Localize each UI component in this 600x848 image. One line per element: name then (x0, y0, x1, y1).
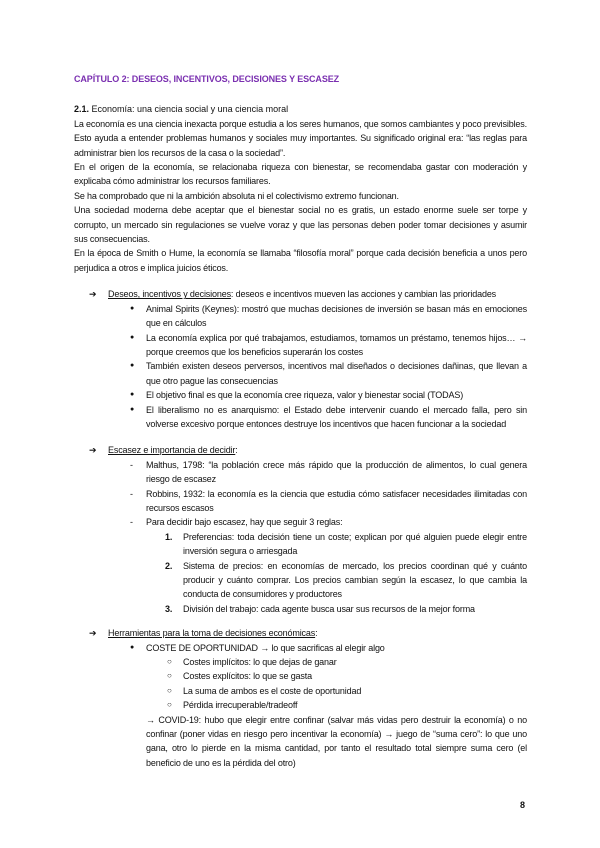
topic-escasez (74, 443, 527, 457)
topic-heading: Deseos, incentivos y decisiones (108, 289, 231, 300)
arrow-right-icon: ➔ (89, 628, 97, 639)
list-item-text: La economía explica por qué trabajamos, estudiamos, tomamos un préstamo, tenemos hijos… → porque creemos que los beneficios superarán los costes (146, 332, 527, 357)
sub-item (74, 684, 527, 698)
topic-text: : (235, 445, 238, 456)
intro-paragraph: En el origen de la economía, se relacionaba riqueza con bienestar, se recomendaba gastar con moderación y explicaba cómo administrar los recursos familiares. (74, 162, 527, 187)
sub-item (74, 698, 527, 712)
rule-number: 2. (165, 560, 173, 571)
circle-bullet-icon: ○ (167, 657, 172, 667)
bullet-icon: ● (130, 362, 135, 370)
sub-item-text: Costes implícitos: lo que dejas de ganar (183, 657, 337, 668)
rule-text: Preferencias: toda decisión tiene un coste; explican por qué alguien puede elegir entre inversión segura o arriesgada (183, 531, 527, 557)
topic-herramientas (74, 626, 527, 640)
spacer (74, 431, 527, 443)
dash-list (74, 458, 527, 530)
rule-number: 1. (165, 531, 173, 542)
chapter-title: CAPÍTULO 2: DESEOS, INCENTIVOS, DECISIONES Y ESCASEZ (74, 74, 340, 84)
list-item (74, 641, 527, 655)
list-item-text: El liberalismo no es anarquismo: el Estado debe intervenir cuando el mercado falla, pero sin volverse excesivo porque entonces destruye los incentivos que hacen funcionar a la sociedad (146, 404, 527, 429)
rule-item (74, 602, 527, 616)
bullet-list (74, 641, 527, 655)
topic-deseos (74, 287, 527, 301)
list-item-text: Animal Spirits (Keynes): mostró que muchas decisiones de inversión se basan más en emociones que en cálculos (146, 303, 527, 329)
list-item (74, 487, 527, 516)
list-item (74, 388, 527, 402)
section-number: 2.1. (74, 104, 90, 115)
list-item-text: Malthus, 1798: “la población crece más rápido que la producción de alimentos, lo cual genera riesgo de escasez (146, 459, 527, 485)
bullet-icon: ● (130, 391, 135, 399)
list-item (74, 403, 527, 432)
rule-text: Sistema de precios: en economías de mercado, los precios coordinan qué y cuánto producir y cuánto comprar. Los precios cambian según la escasez, lo que cambia la conducta de consumidores y productores (183, 560, 527, 600)
bullet-list (74, 302, 527, 432)
section-heading (74, 102, 527, 116)
bullet-icon: ● (130, 643, 135, 651)
topic-heading: Escasez e importancia de decidir (108, 445, 236, 456)
sub-item (74, 669, 527, 683)
sub-list (74, 655, 527, 713)
list-item-text: COSTE DE OPORTUNIDAD → lo que sacrificas al elegir algo (146, 642, 385, 653)
dash-icon: - (130, 488, 133, 499)
dash-icon: - (130, 459, 133, 470)
rules-list (74, 530, 527, 616)
covid-example: → COVID-19: hubo que elegir entre confinar (salvar más vidas pero destruir la economía) o no confinar (poner vidas en riesgo pero incentivar la economía) → juego de “suma cero”: lo que uno gana, otro lo pierde en la misma cantidad, por tanto el resultado total siempre suma cero (el beneficio de uno es la pérdida del otro) (146, 714, 527, 768)
sub-item (74, 655, 527, 669)
topic-text: : (315, 628, 318, 639)
spacer (74, 616, 527, 626)
list-item (74, 302, 527, 331)
arrow-right-icon: ➔ (89, 289, 97, 300)
list-item (74, 458, 527, 487)
section-title: Economía: una ciencia social y una ciencia moral (89, 104, 289, 115)
spacer (74, 275, 527, 287)
list-item-text: El objetivo final es que la economía cree riqueza, valor y bienestar social (TODAS) (146, 390, 464, 401)
list-item (74, 515, 527, 529)
bullet-icon: ● (130, 304, 135, 312)
intro-paragraph: Se ha comprobado que ni la ambición absoluta ni el colectivismo extremo funcionan. (74, 190, 399, 201)
topic-heading: Herramientas para la toma de decisiones económicas (108, 628, 316, 639)
sub-item-text: Pérdida irrecuperable/tradeoff (183, 700, 298, 711)
circle-bullet-icon: ○ (167, 700, 172, 710)
intro-paragraph: La economía es una ciencia inexacta porque estudia a los seres humanos, que somos cambiantes y poco previsibles. Esto ayuda a entender problemas humanos y sociales muy importantes. Su significado original era: “las reglas para administrar bien los recursos de la casa o la sociedad”. (74, 118, 527, 158)
bullet-icon: ● (130, 405, 135, 413)
sub-item-text: Costes explícitos: lo que se gasta (183, 671, 312, 682)
intro-paragraph: Una sociedad moderna debe aceptar que el bienestar social no es gratis, un estado enorme suele ser torpe y corrupto, un mercado sin regulaciones se vuelve voraz y que las personas deben poder tomar decisiones y asumir sus consecuencias. (74, 205, 527, 245)
arrow-right-icon: ➔ (89, 445, 97, 456)
list-item (74, 359, 527, 388)
rule-item (74, 530, 527, 559)
rule-number: 3. (165, 603, 173, 614)
topic-text: : deseos e incentivos mueven las acciones y cambian las prioridades (230, 289, 497, 300)
page-content (74, 72, 527, 770)
list-item-text: Robbins, 1932: la economía es la ciencia que estudia cómo satisfacer necesidades ilimitadas con recursos escasos (146, 488, 527, 513)
page-number: 8 (520, 800, 526, 810)
list-item (74, 331, 527, 360)
rule-text: División del trabajo: cada agente busca usar sus recursos de la mejor forma (183, 603, 475, 614)
intro-paragraph: En la época de Smith o Hume, la economía se llamaba “filosofía moral” porque cada decisión beneficia a unos pero perjudica a otros e implica juicios éticos. (74, 248, 527, 273)
circle-bullet-icon: ○ (167, 671, 172, 681)
rule-item (74, 559, 527, 602)
list-item-text: También existen deseos perversos, incentivos mal diseñados o decisiones dañinas, que llevan a que otro pague las consecuencias (146, 361, 527, 386)
circle-bullet-icon: ○ (167, 685, 172, 695)
list-item-text: Para decidir bajo escasez, hay que seguir 3 reglas: (146, 517, 343, 528)
dash-icon: - (130, 517, 133, 528)
bullet-icon: ● (130, 333, 135, 341)
sub-item-text: La suma de ambos es el coste de oportunidad (183, 685, 362, 696)
